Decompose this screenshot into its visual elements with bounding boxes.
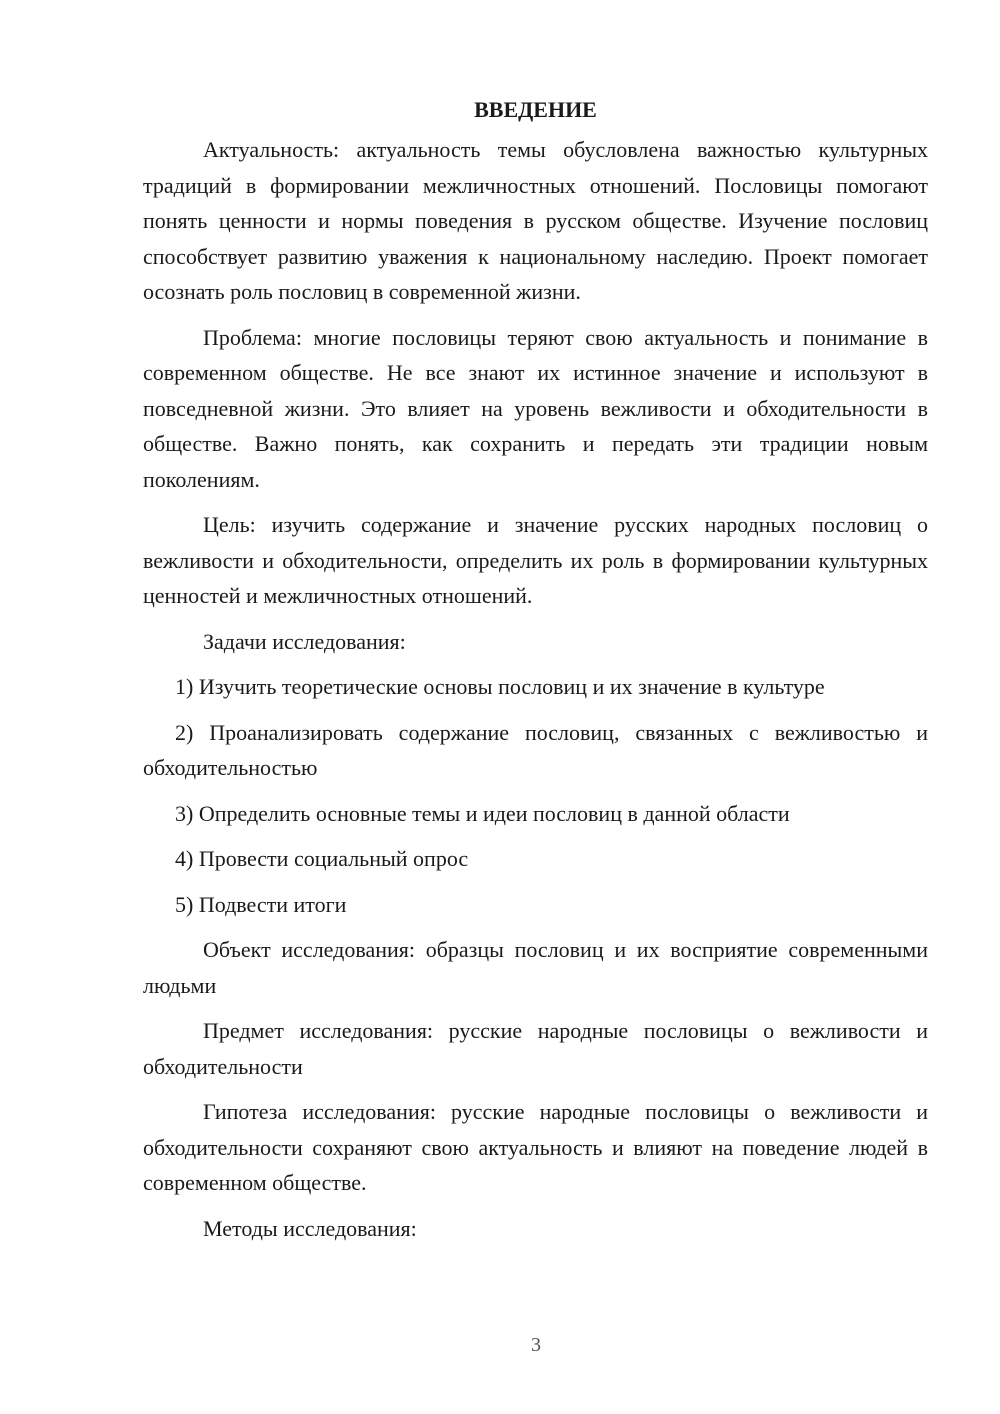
task-item: 1) Изучить теоретические основы пословиц и их значение в культуре: [175, 674, 825, 699]
page-number: 3: [531, 1334, 541, 1356]
task-item: 4) Провести социальный опрос: [175, 846, 469, 871]
page-title: ВВЕДЕНИЕ: [474, 97, 597, 122]
methods-heading: Методы исследования:: [203, 1215, 417, 1241]
task-item: 5) Подвести итоги: [175, 891, 347, 917]
paragraph-goal: Цель: изучить содержание и значение русских народных пословиц о вежливости и обходительности, определить их роль в формировании культурных ценностей и межличностных отношений.: [143, 512, 928, 608]
paragraph-subject: Предмет исследования: русские народные пословицы о вежливости и обходительности: [143, 1018, 928, 1079]
task-item: 2) Проанализировать содержание пословиц, связанных с вежливостью и обходительностью: [143, 719, 928, 780]
paragraph-relevance: Актуальность: актуальность темы обусловлена важностью культурных традиций в формировании межличностных отношений. Пословицы помогают понять ценности и нормы поведения в русском обществе. Изучение пословиц способствует развитию уважения к национальному наследию. Проект помогает осознать роль пословиц в современной жизни.: [143, 137, 928, 304]
document-page: [143, 92, 928, 1256]
paragraph-hypothesis: Гипотеза исследования: русские народные пословицы о вежливости и обходительности сохраняют свою актуальность и влияют на поведение людей в современном обществе.: [143, 1099, 928, 1195]
task-item: 3) Определить основные темы и идеи пословиц в данной области: [175, 800, 790, 826]
paragraph-object: Объект исследования: образцы пословиц и их восприятие современными людьми: [143, 937, 928, 998]
tasks-heading: Задачи исследования:: [203, 628, 406, 654]
paragraph-problem: Проблема: многие пословицы теряют свою актуальность и понимание в современном обществе. Не все знают их истинное значение и используют в повседневной жизни. Это влияет на уровень вежливости и обходительности в обществе. Важно понять, как сохранить и передать эти традиции новым поколениям.: [143, 324, 928, 492]
